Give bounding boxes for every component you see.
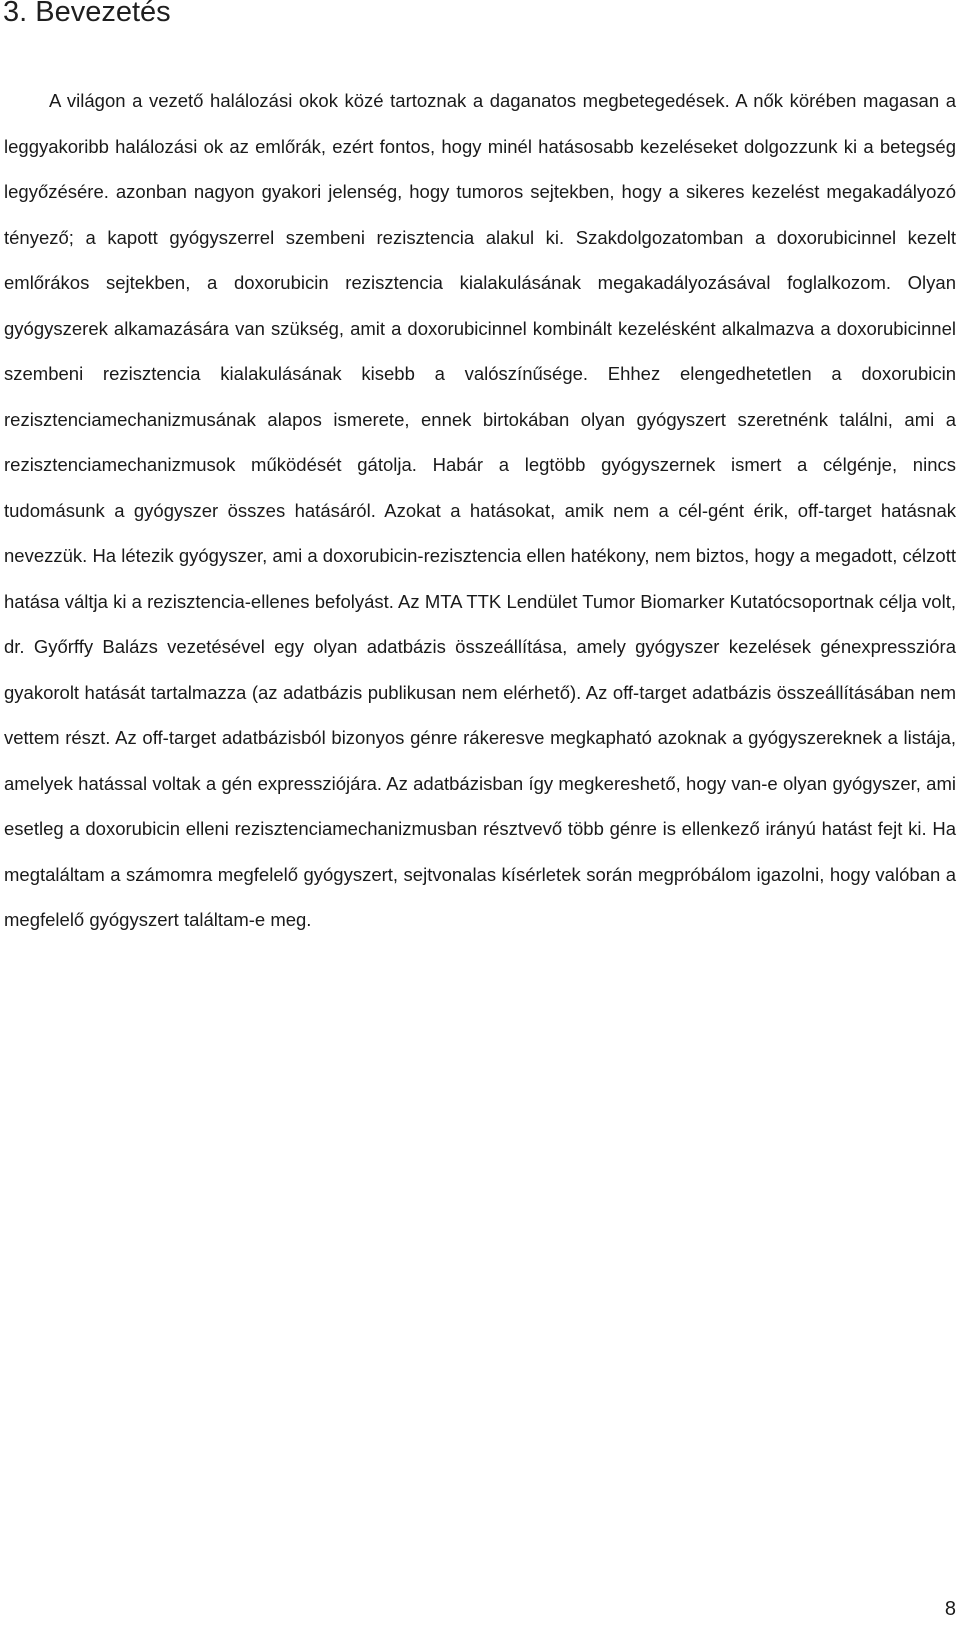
section-heading: 3. Bevezetés [3, 0, 171, 28]
body-paragraph: A világon a vezető halálozási okok közé tartoznak a daganatos megbetegedések. A nők körében magasan a leggyakoribb halálozási ok az emlőrák, ezért fontos, hogy minél hatásosabb kezeléseket dolgozzunk ki a betegség legyőzésére. azonban nagyon gyakori jelenség, hogy tumoros sejtekben, hogy a sikeres kezelést megakadályozó tényező; a kapott gyógyszerrel szembeni rezisztencia alakul ki. Szakdolgozatomban a doxorubicinnel kezelt emlőrákos sejtekben, a doxorubicin rezisztencia kialakulásának megakadályozásával foglalkozom. Olyan gyógyszerek alkamazására van szükség, amit a doxorubicinnel kombinált kezelésként alkalmazva a doxorubicinnel szembeni rezisztencia kialakulásának kisebb a valószínűsége. Ehhez elengedhetetlen a doxorubicin rezisztenciamechanizmusának alapos ismerete, ennek birtokában olyan gyógyszert szeretnénk találni, ami a rezisztenciamechanizmusok működését gátolja. Habár a legtöbb gyógyszernek ismert a célgénje, nincs tudomásunk a gyógyszer összes hatásáról. Azokat a hatásokat, amik nem a cél-gént érik, off-target hatásnak nevezzük. Ha létezik gyógyszer, ami a doxorubicin-rezisztencia ellen hatékony, nem biztos, hogy a megadott, célzott hatása váltja ki a rezisztencia-ellenes befolyást. Az MTA TTK Lendület Tumor Biomarker Kutatócsoportnak célja volt, dr. Győrffy Balázs vezetésével egy olyan adatbázis összeállítása, amely gyógyszer kezelések génexpresszióra gyakorolt hatását tartalmazza (az adatbázis publikusan nem elérhető). Az off-target adatbázis összeállításában nem vettem részt. Az off-target adatbázisból bizonyos génre rákeresve megkapható azoknak a gyógyszereknek a listája, amelyek hatással voltak a gén expressziójára. Az adatbázisban így megkereshető, hogy van-e olyan gyógyszer, ami esetleg a doxorubicin elleni rezisztenciamechanizmusban résztvevő több génre is ellenkező irányú hatást fejt ki. Ha megtaláltam a számomra megfelelő gyógyszert, sejtvonalas kísérletek során megpróbálom igazolni, hogy valóban a megfelelő gyógyszert találtam-e meg. [4, 90, 956, 930]
page-number: 8 [944, 1598, 956, 1620]
